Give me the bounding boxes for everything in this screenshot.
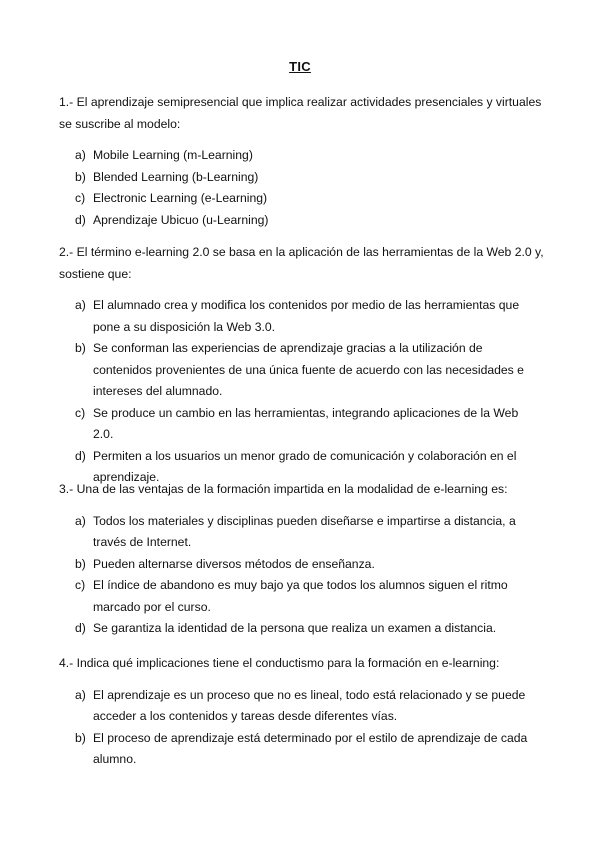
option-text: El proceso de aprendizaje está determinado por el estilo de aprendizaje de cada alumno. xyxy=(93,730,528,766)
option-letter: b) xyxy=(75,169,86,184)
option-text: El alumnado crea y modifica los contenidos por medio de las herramientas que pone a su disposición la Web 3.0. xyxy=(93,298,520,334)
option-item xyxy=(59,728,533,771)
option-list xyxy=(59,295,549,489)
option-text: El aprendizaje es un proceso que no es lineal, todo está relacionado y se puede acceder a los contenidos y tareas desde diferentes vías. xyxy=(93,687,526,723)
option-text: Electronic Learning (e-Learning) xyxy=(93,191,268,205)
option-text: El índice de abandono es muy bajo ya que todos los alumnos siguen el ritmo marcado por el curso. xyxy=(93,578,508,614)
option-item xyxy=(59,145,533,167)
option-letter: a) xyxy=(75,687,86,702)
option-letter: d) xyxy=(75,448,86,463)
option-item xyxy=(59,210,533,232)
option-item xyxy=(59,167,533,189)
option-letter: a) xyxy=(75,513,86,528)
option-list xyxy=(59,685,549,771)
option-letter: b) xyxy=(75,341,86,355)
question-text: 3.- Una de las ventajas de la formación impartida en la modalidad de e-learning es: xyxy=(59,482,508,496)
option-item xyxy=(59,685,533,728)
option-letter: d) xyxy=(75,212,86,227)
option-item xyxy=(59,338,533,403)
option-letter: a) xyxy=(75,148,86,162)
option-text: Se produce un cambio en las herramientas, integrando aplicaciones de la Web 2.0. xyxy=(93,405,519,441)
option-list xyxy=(59,145,549,231)
question-text: 4.- Indica qué implicaciones tiene el conductismo para la formación en e-learning: xyxy=(59,656,500,670)
option-text: Se conforman las experiencias de aprendizaje gracias a la utilización de contenidos provenientes de una única fuente de acuerdo con las necesidades e intereses del alumnado. xyxy=(93,341,524,398)
option-text: Todos los materiales y disciplinas pueden diseñarse e impartirse a distancia, a través de Internet. xyxy=(93,513,516,549)
page-title: TIC xyxy=(289,59,311,74)
option-letter: b) xyxy=(75,556,86,571)
option-item xyxy=(59,403,533,446)
option-item xyxy=(59,188,533,210)
option-letter: a) xyxy=(75,298,86,312)
option-text: Blended Learning (b-Learning) xyxy=(93,169,259,184)
question-4 xyxy=(59,653,549,771)
option-letter: c) xyxy=(75,405,86,420)
option-text: Permiten a los usuarios un menor grado de comunicación y colaboración en el aprendizaje. xyxy=(93,448,517,484)
option-list xyxy=(59,511,549,640)
question-3 xyxy=(59,479,549,640)
question-text: 2.- El término e-learning 2.0 se basa en la aplicación de las herramientas de la Web 2.0 y, sostiene que: xyxy=(59,245,544,281)
option-text: Se garantiza la identidad de la persona que realiza un examen a distancia. xyxy=(93,621,497,635)
option-item xyxy=(59,295,533,338)
option-letter: c) xyxy=(75,191,86,205)
option-item xyxy=(59,575,533,618)
option-letter: c) xyxy=(75,578,86,592)
option-letter: d) xyxy=(75,621,86,635)
option-item xyxy=(59,554,533,576)
option-item xyxy=(59,618,533,640)
option-text: Pueden alternarse diversos métodos de enseñanza. xyxy=(93,556,375,571)
option-letter: b) xyxy=(75,730,86,745)
question-text: 1.- El aprendizaje semipresencial que implica realizar actividades presenciales y virtuales se suscribe al modelo: xyxy=(59,95,542,131)
question-2 xyxy=(59,242,549,489)
option-text: Mobile Learning (m-Learning) xyxy=(93,148,253,162)
option-text: Aprendizaje Ubicuo (u-Learning) xyxy=(93,212,269,227)
question-1 xyxy=(59,92,549,231)
option-item xyxy=(59,511,533,554)
